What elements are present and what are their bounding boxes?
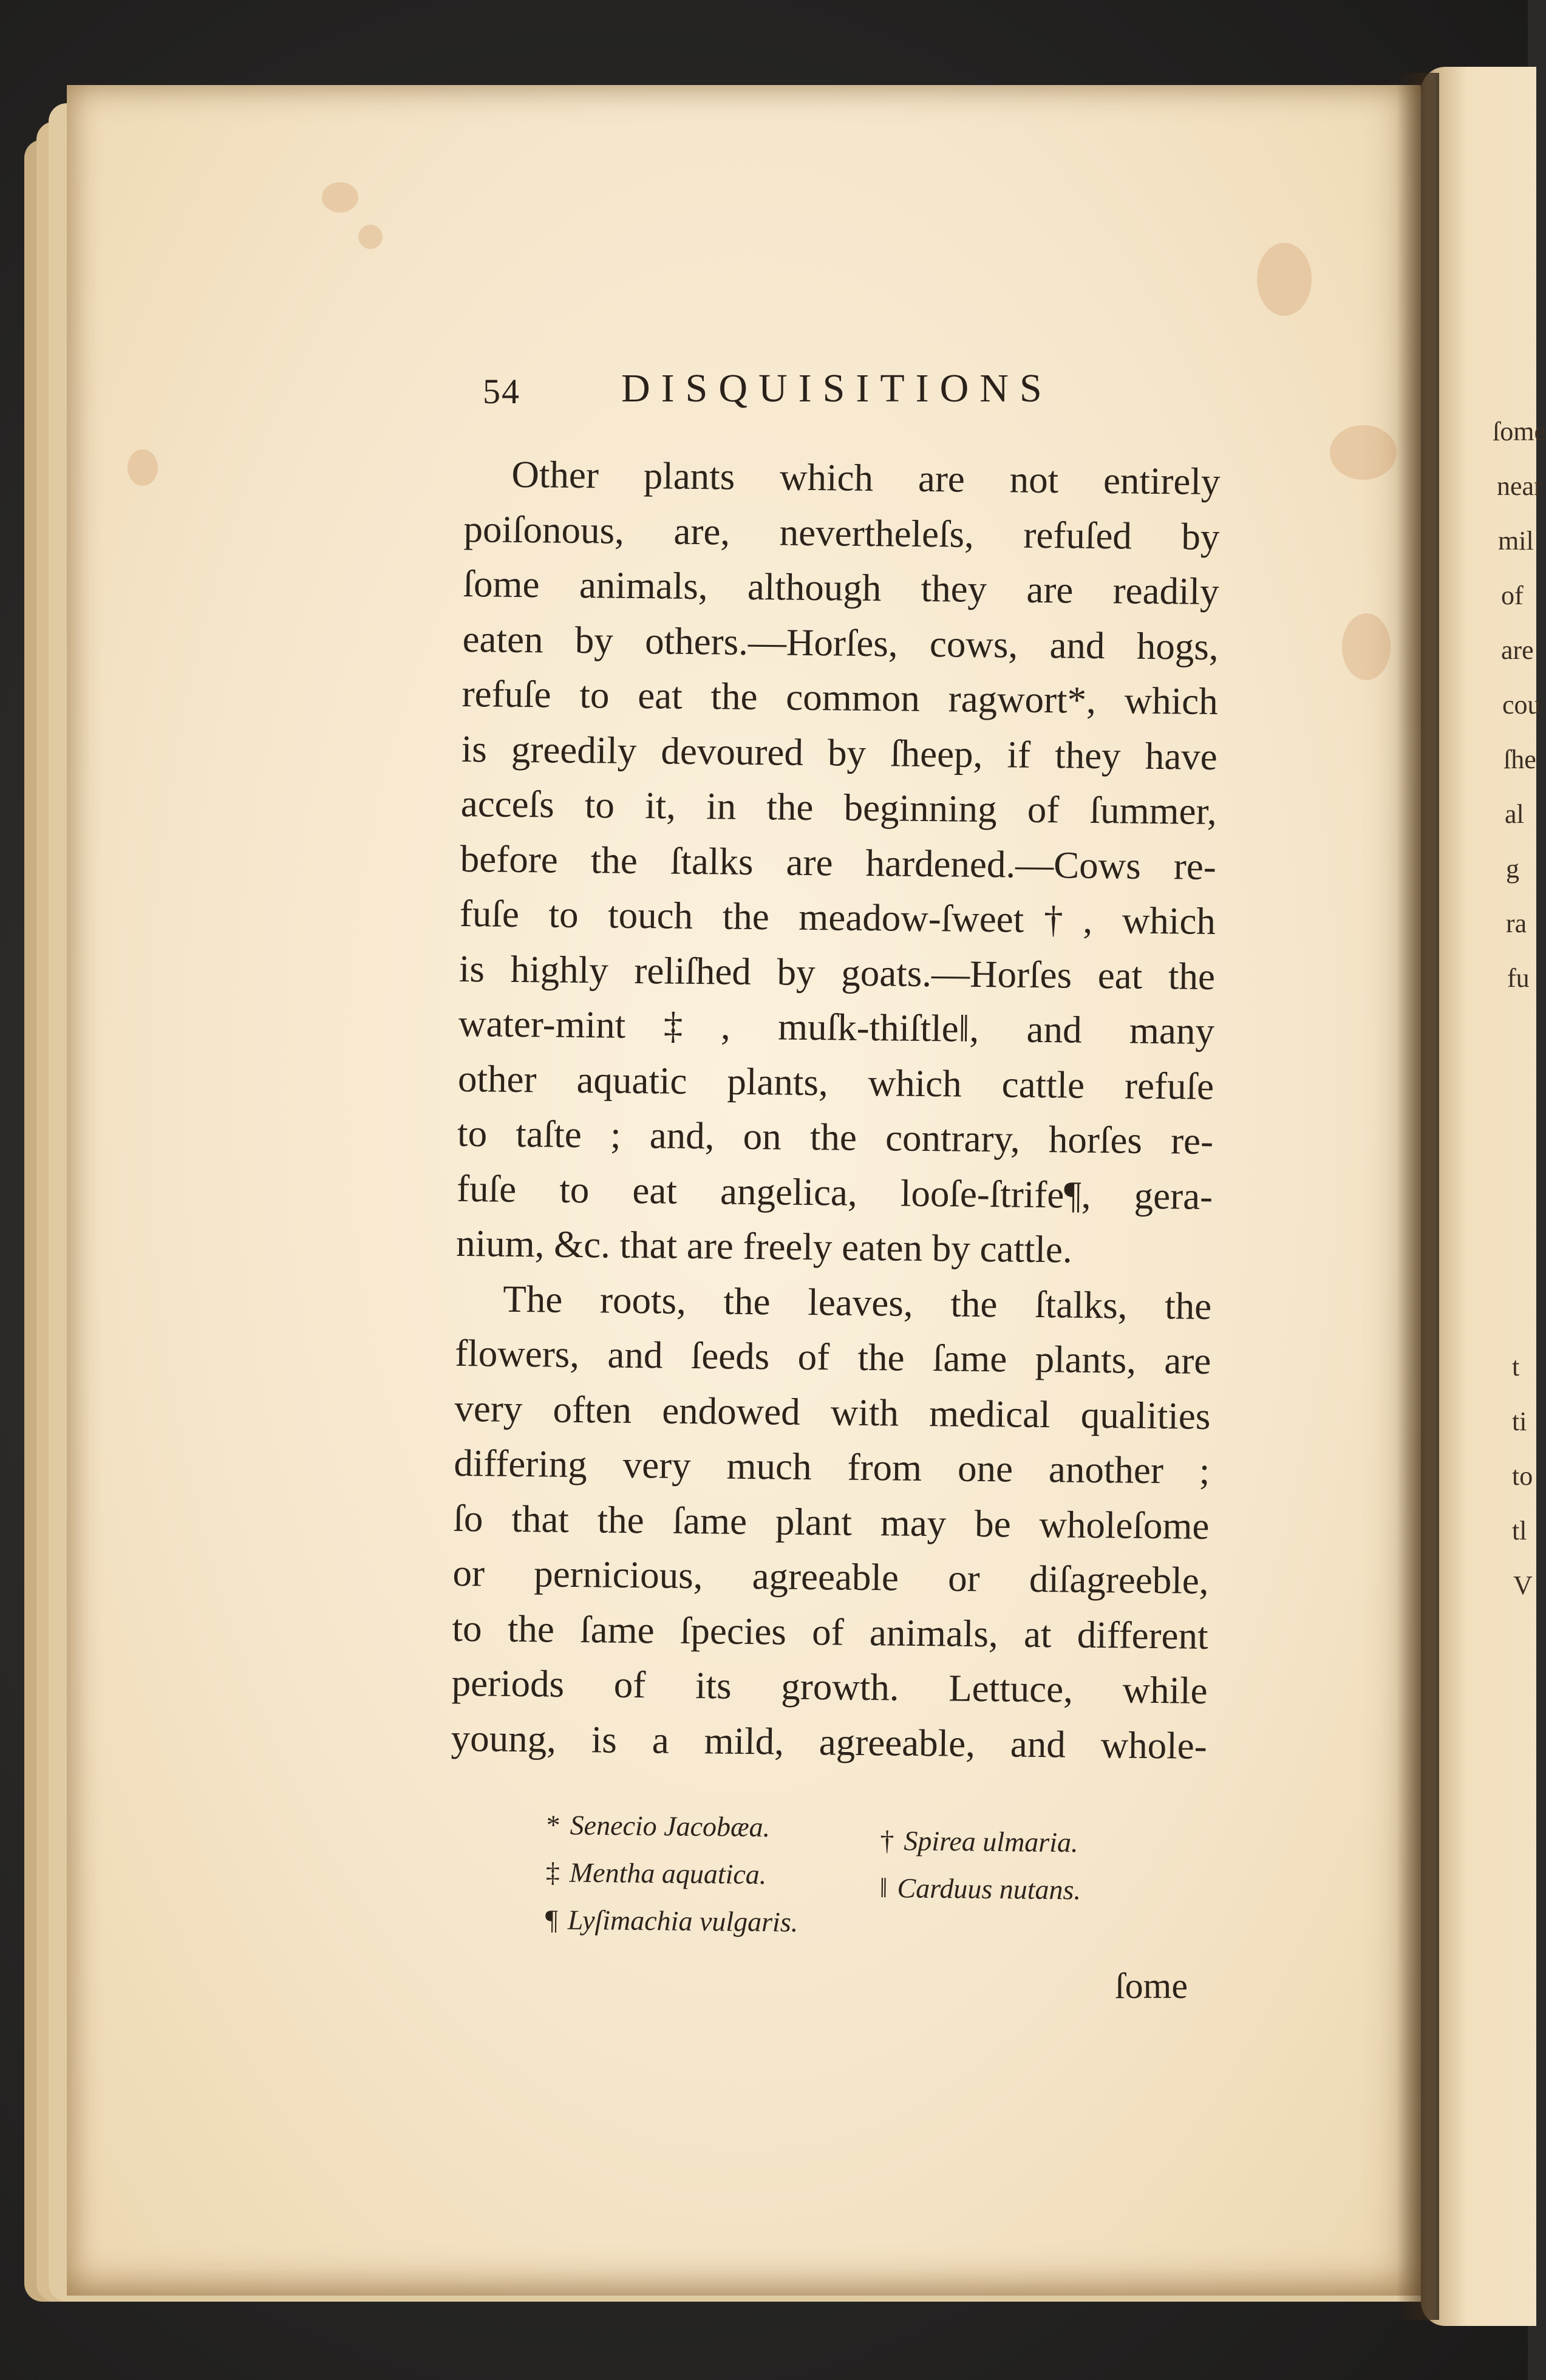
- right-page-fragment: cou: [1502, 690, 1541, 720]
- footnotes: [533, 1807, 1172, 1953]
- body-text: [451, 446, 1221, 1773]
- text-line: is greedily devoured by ſheep, if they have: [461, 727, 1218, 778]
- text-line: ſo that the ſame plant may be wholeſome: [453, 1496, 1210, 1547]
- text-line: young, is a mild, agreeable, and whole-: [451, 1716, 1208, 1767]
- text-line: is highly reliſhed by goats.—Horſes eat the: [458, 947, 1216, 998]
- right-page-fragment: tl: [1512, 1516, 1527, 1546]
- footnote-mark: ‡: [545, 1857, 560, 1888]
- text-line: fuſe to eat angelica, looſe-ſtrife¶, gera-: [456, 1167, 1213, 1218]
- text-line: Other plants which are not entirely: [511, 452, 1221, 503]
- foxing-stain: [322, 182, 358, 213]
- footnote-mark: ‖: [879, 1872, 888, 1904]
- right-page-fragment: al: [1505, 799, 1524, 829]
- right-page-fragment: t: [1512, 1352, 1520, 1382]
- right-page-fragment: fu: [1507, 963, 1530, 993]
- right-page-fragment: ra: [1506, 909, 1527, 938]
- text-line: refuſe to eat the common ragwort*, which: [461, 672, 1219, 723]
- right-page-fragment: ſhe: [1503, 745, 1536, 774]
- footnote-text: Spirea ulmaria.: [904, 1825, 1078, 1858]
- footnote: [880, 1823, 1078, 1861]
- text-line: differing very much from one another ;: [454, 1441, 1210, 1492]
- right-page-fragment: are: [1501, 635, 1534, 665]
- right-page-fragment: ti: [1512, 1407, 1527, 1436]
- text-line: to the ſame ſpecies of animals, at different: [452, 1606, 1208, 1657]
- text-line: or pernicious, agreeable or diſagreeble,: [452, 1551, 1209, 1602]
- footnote-mark: *: [546, 1809, 560, 1841]
- text-line: acceſs to it, in the beginning of ſummer,: [460, 782, 1217, 833]
- text-line: The roots, the leaves, the ſtalks, the: [502, 1277, 1212, 1328]
- right-page-fragment: mil: [1498, 526, 1534, 556]
- right-page-fragment: g: [1506, 854, 1519, 884]
- footnote-text: Senecio Jacobæa.: [570, 1809, 771, 1843]
- right-page-fragment: V: [1513, 1570, 1533, 1600]
- text-line: water-mint‡, muſk-thiſtle‖, and many: [458, 1001, 1215, 1052]
- footnote-text: Mentha aquatica.: [569, 1857, 767, 1891]
- foxing-stain: [128, 449, 158, 486]
- page-title: DISQUISITIONS: [621, 366, 1053, 411]
- right-page-fragment: near: [1497, 471, 1543, 501]
- footnote: [546, 1854, 767, 1893]
- footnote: [546, 1807, 770, 1846]
- gutter-shadow: [1397, 73, 1439, 2320]
- text-line: eaten by others.—Horſes, cows, and hogs,: [462, 617, 1219, 668]
- text-line: poiſonous, are, nevertheleſs, refuſed by: [463, 507, 1220, 558]
- footnote-mark: †: [880, 1824, 894, 1857]
- catchword: ſome: [1115, 1966, 1188, 2006]
- text-line: very often endowed with medical qualities: [454, 1386, 1211, 1437]
- page-number: 54: [483, 372, 520, 411]
- footnote: [879, 1870, 1081, 1908]
- footnote-text: Carduus nutans.: [897, 1872, 1081, 1906]
- foxing-stain: [1342, 613, 1391, 680]
- text-line: periods of its growth. Lettuce, while: [451, 1661, 1208, 1712]
- text-line: fuſe to touch the meadow-ſweet†, which: [459, 892, 1216, 943]
- running-head: [483, 364, 1163, 419]
- text-line: ſome animals, although they are readily: [463, 562, 1219, 613]
- footnote-text: Lyſimachia vulgaris.: [567, 1904, 799, 1938]
- right-page-fragment: ſome: [1493, 417, 1546, 446]
- text-line: before the ſtalks are hardened.—Cows re-: [460, 837, 1217, 888]
- right-page-fragment: of: [1501, 581, 1524, 610]
- foxing-stain: [1330, 425, 1397, 480]
- foxing-stain: [358, 225, 383, 249]
- text-line: nium, &c. that are freely eaten by cattle.: [455, 1221, 1073, 1271]
- foxing-stain: [1257, 243, 1312, 316]
- text-line: to taſte ; and, on the contrary, horſes re-: [457, 1111, 1214, 1162]
- right-page-fragment: to: [1512, 1461, 1533, 1491]
- footnote-mark: ¶: [545, 1904, 559, 1935]
- text-line: other aquatic plants, which cattle refuſe: [457, 1057, 1214, 1108]
- footnote: [545, 1901, 799, 1940]
- text-line: flowers, and ſeeds of the ſame plants, are: [454, 1331, 1211, 1382]
